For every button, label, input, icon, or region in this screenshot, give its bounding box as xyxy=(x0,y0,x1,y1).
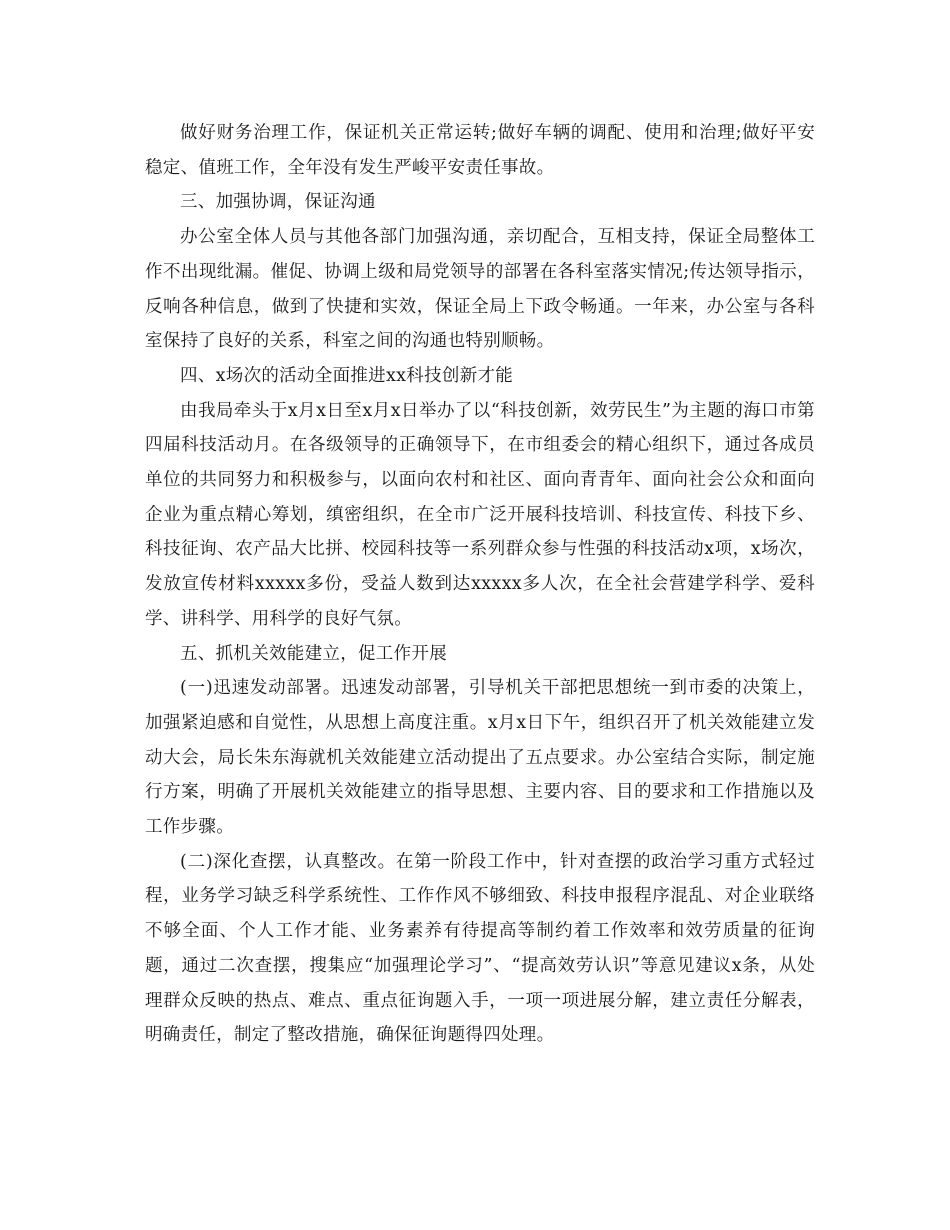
paragraph-mobilization: (一)迅速发动部署。迅速发动部署，引导机关干部把思想统一到市委的决策上，加强紧迫感和自觉性，从思想上高度注重。x月x日下午，组织召开了机关效能建立发动大会，局长朱东海就机关效能建立活动提出了五点要求。办公室结合实际，制定施行方案，明确了开展机关效能建立的指导思想、主要内容、目的要求和工作措施以及工作步骤。 xyxy=(145,678,815,838)
section-heading-tech-activities: 四、x场次的活动全面推进xx科技创新才能 xyxy=(180,365,514,386)
paragraph-tech-activities: 由我局牵头于x月x日至x月x日举办了以“科技创新，效劳民生”为主题的海口市第四届科技活动月。在各级领导的正确领导下，在市组委会的精心组织下，通过各成员单位的共同努力和积极参与，以面向农村和社区、面向青青年、面向社会公众和面向企业为重点精心筹划，缜密组织，在全市广泛开展科技培训、科技宣传、科技下乡、科技征询、农产品大比拼、校园科技等一系列群众参与性强的科技活动x项，x场次，发放宣传材料xxxxx多份，受益人数到达xxxxx多人次，在全社会营建学科学、爱科学、讲科学、用科学的良好气氛。 xyxy=(145,400,815,629)
paragraph-coordination: 办公室全体人员与其他各部门加强沟通，亲切配合，互相支持，保证全局整体工作不出现纰漏。催促、协调上级和局党领导的部署在各科室落实情况;传达领导指示，反响各种信息，做到了快捷和实效，保证全局上下政令畅通。一年来，办公室与各科室保持了良好的关系，科室之间的沟通也特别顺畅。 xyxy=(145,227,815,352)
paragraph-finance: 做好财务治理工作，保证机关正常运转;做好车辆的调配、使用和治理;做好平安稳定、值班工作，全年没有发生严峻平安责任事故。 xyxy=(145,123,815,178)
document-body xyxy=(145,116,815,1053)
section-heading-efficiency: 五、抓机关效能建立，促工作开展 xyxy=(180,643,447,664)
section-heading-coordination: 三、加强协调，保证沟通 xyxy=(180,192,376,213)
paragraph-rectification: (二)深化查摆，认真整改。在第一阶段工作中，针对查摆的政治学习重方式轻过程，业务学习缺乏科学系统性、工作作风不够细致、科技申报程序混乱、对企业联络不够全面、个人工作才能、业务素养有待提高等制约着工作效率和效劳质量的征询题，通过二次查摆，搜集应“加强理论学习”、“提高效劳认识”等意见建议x条，从处理群众反映的热点、难点、重点征询题入手，一项一项进展分解，建立责任分解表，明确责任，制定了整改措施，确保征询题得四处理。 xyxy=(145,851,815,1046)
